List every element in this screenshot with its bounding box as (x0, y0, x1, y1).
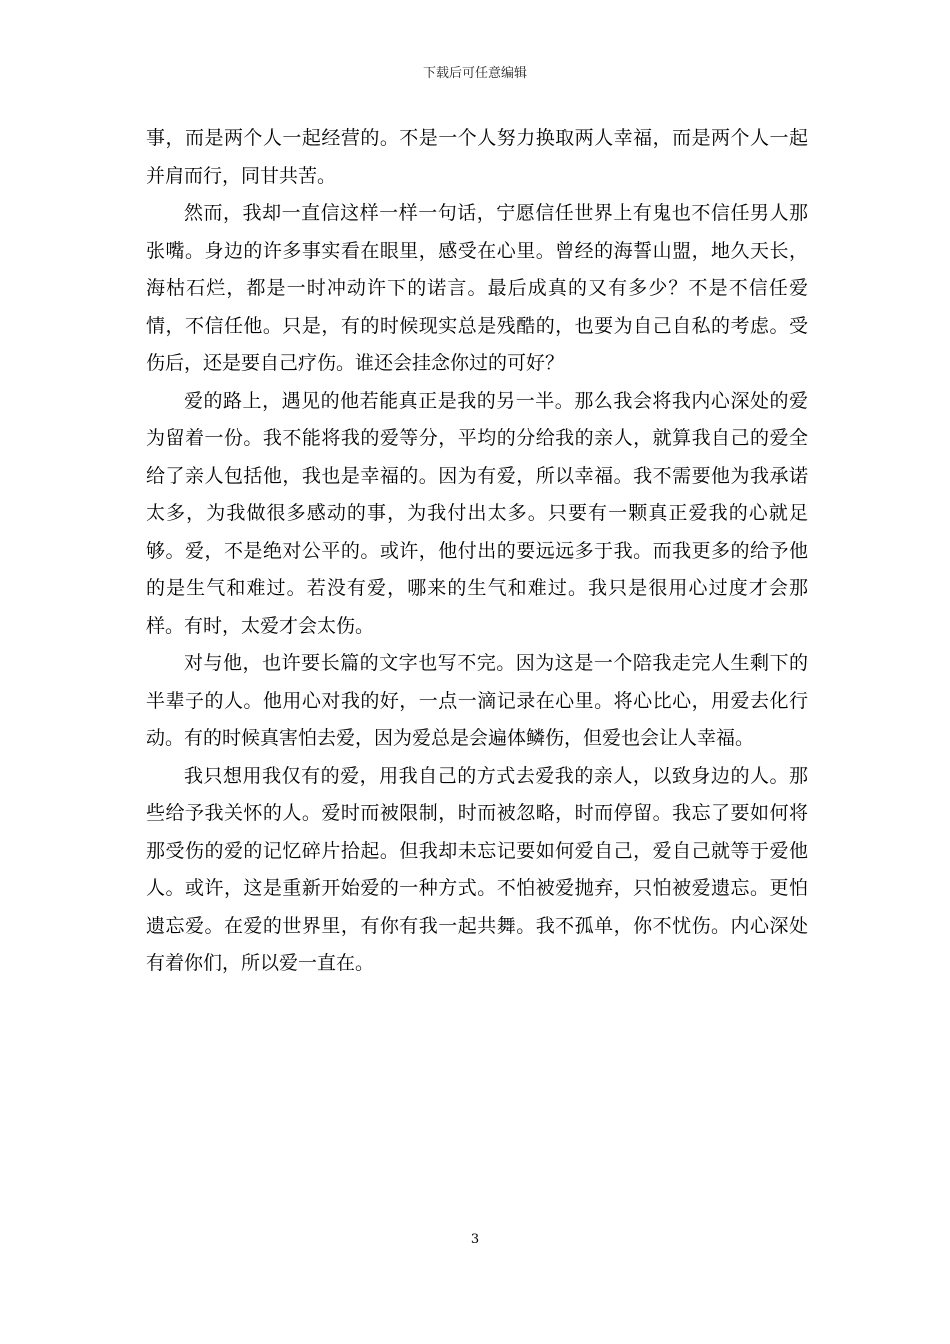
paragraph: 爱的路上，遇见的他若能真正是我的另一半。那么我会将我内心深处的爱为留着一份。我不能将我的爱等分，平均的分给我的亲人，就算我自己的爱全给了亲人包括他，我也是幸福的。因为有爱，所以幸福。我不需要他为我承诺太多，为我做很多感动的事，为我付出太多。只要有一颗真正爱我的心就足够。爱，不是绝对公平的。或许，他付出的要远远多于我。而我更多的给予他的是生气和难过。若没有爱，哪来的生气和难过。我只是很用心过度才会那样。有时，太爱才会太伤。 (146, 389, 808, 637)
body-text (146, 120, 808, 983)
paragraph: 然而，我却一直信这样一样一句话，宁愿信任世界上有鬼也不信任男人那张嘴。身边的许多事实看在眼里，感受在心里。曾经的海誓山盟，地久天长，海枯石烂，都是一时冲动许下的诺言。最后成真的又有多少？不是不信任爱情，不信任他。只是，有的时候现实总是残酷的，也要为自己自私的考虑。受伤后，还是要自己疗伤。谁还会挂念你过的可好？ (146, 202, 808, 374)
page-header: 下载后可任意编辑 (422, 66, 527, 81)
paragraph: 我只想用我仅有的爱，用我自己的方式去爱我的亲人，以致身边的人。那些给予我关怀的人。爱时而被限制，时而被忽略，时而停留。我忘了要如何将那受伤的爱的记忆碎片拾起。但我却未忘记要如何爱自己，爱自己就等于爱他人。或许，这是重新开始爱的一种方式。不怕被爱抛弃，只怕被爱遗忘。更怕遗忘爱。在爱的世界里，有你有我一起共舞。我不孤单，你不忧伤。内心深处有着你们，所以爱一直在。 (146, 764, 808, 974)
paragraph: 对与他，也许要长篇的文字也写不完。因为这是一个陪我走完人生剩下的半辈子的人。他用心对我的好，一点一滴记录在心里。将心比心，用爱去化行动。有的时候真害怕去爱，因为爱总是会遍体鳞伤，但爱也会让人幸福。 (146, 652, 808, 749)
paragraph-continuation: 事，而是两个人一起经营的。不是一个人努力换取两人幸福，而是两个人一起并肩而行，同甘共苦。 (146, 127, 808, 187)
page-number: 3 (470, 1232, 480, 1247)
